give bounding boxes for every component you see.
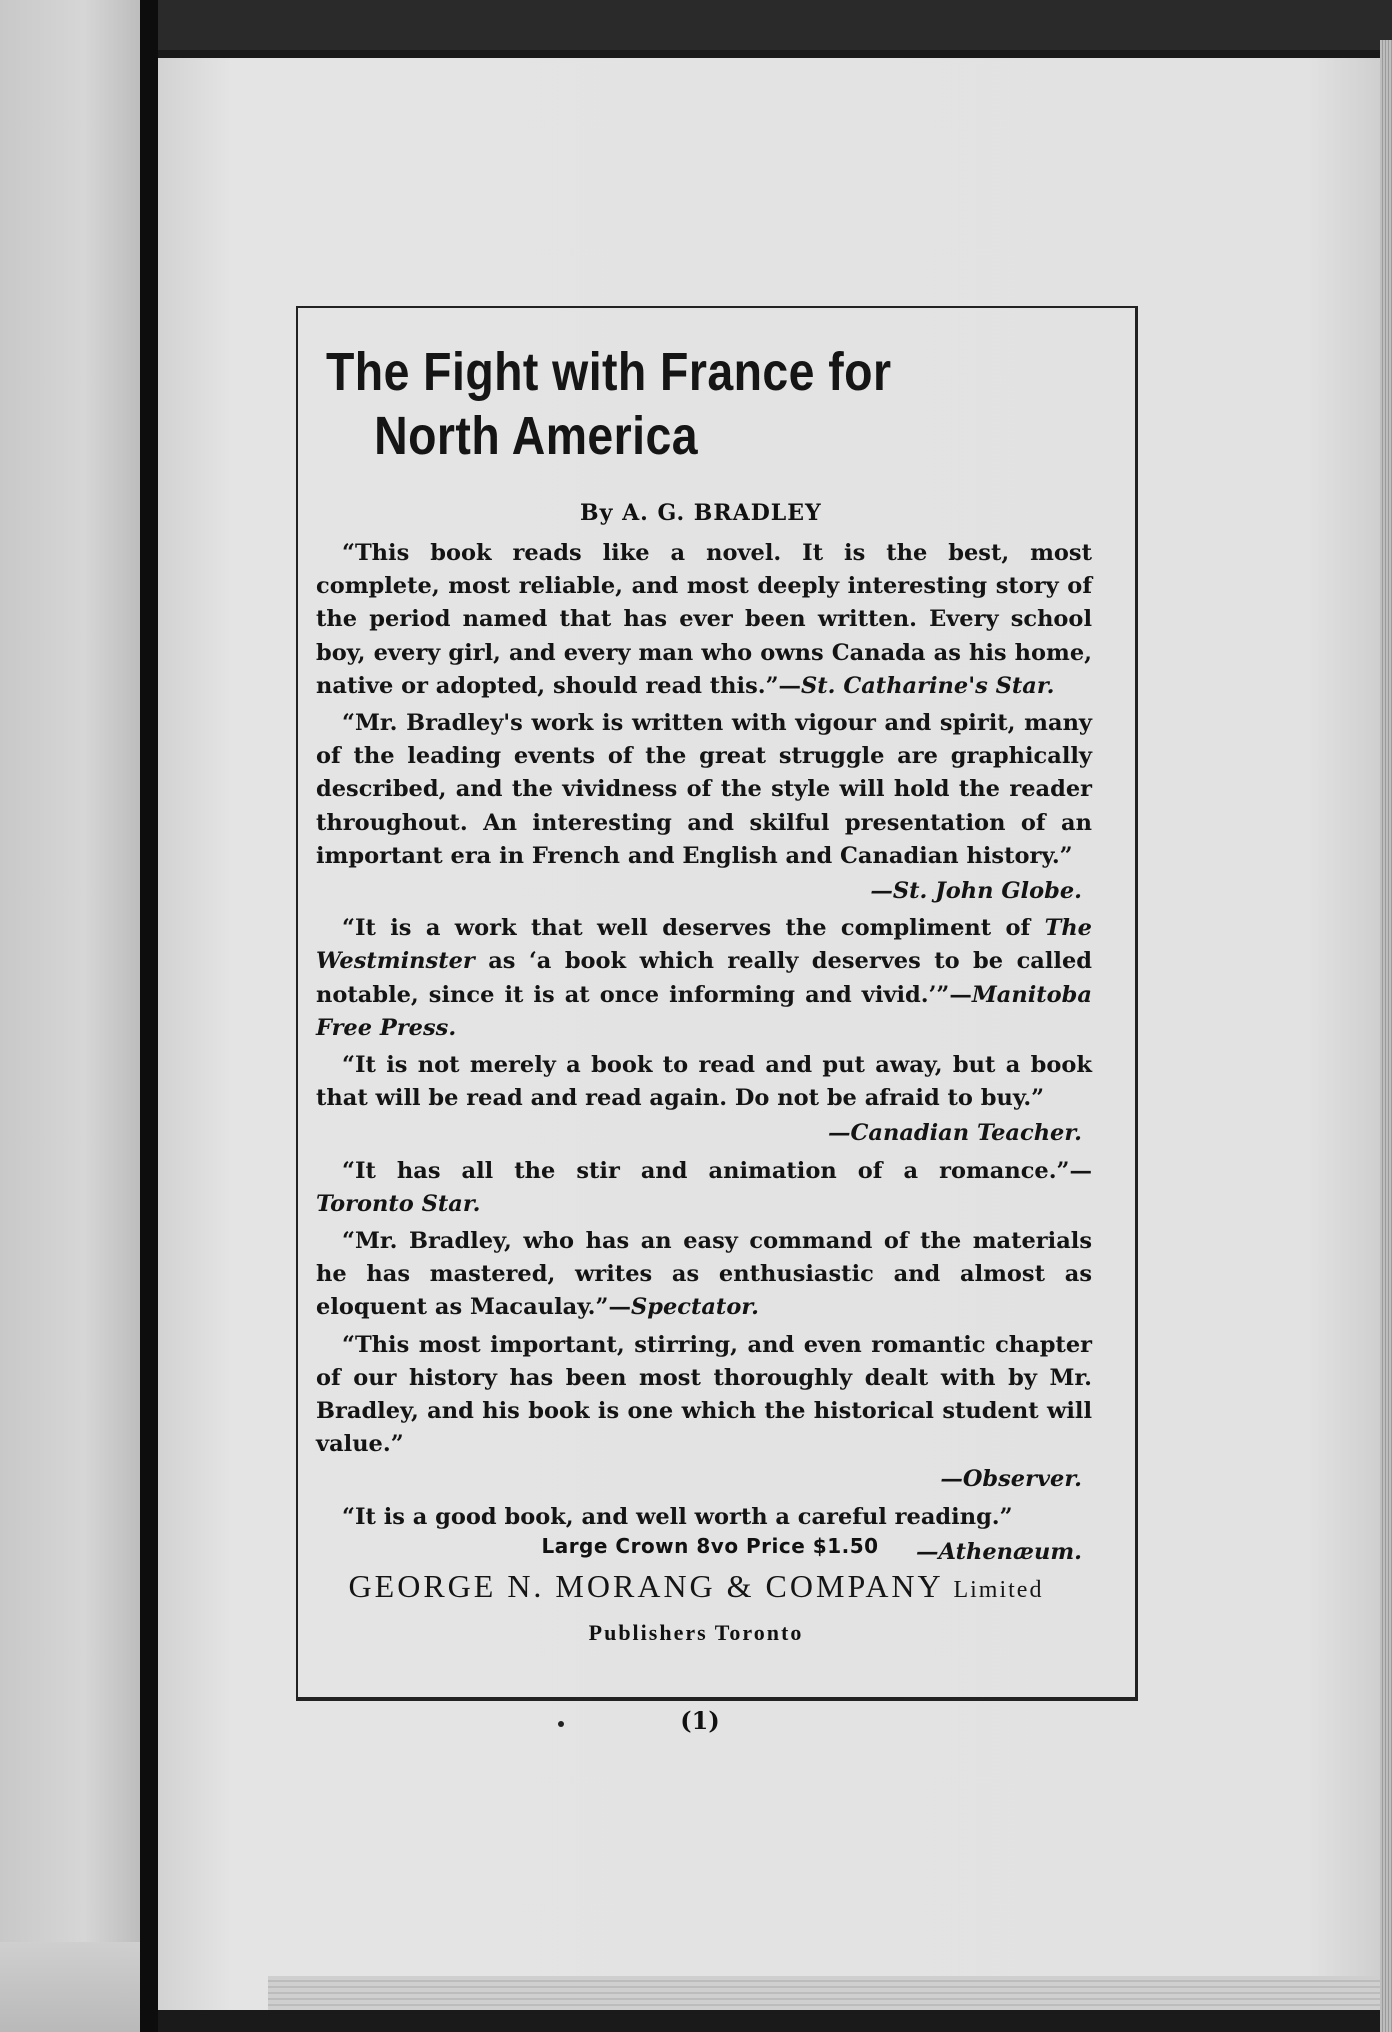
- book-title: [326, 340, 980, 468]
- review-quote: [316, 1049, 1092, 1115]
- review-source: Spectator.: [630, 1294, 759, 1321]
- review-text: “It is a work that well deserves the compliment of: [342, 915, 1045, 942]
- review-source: —Canadian Teacher.: [827, 1120, 1082, 1147]
- review-source: —Observer.: [940, 1466, 1082, 1493]
- review-text: “Mr. Bradley, who has an easy command of the materials he has mastered, writes as enthusiastic and almost as eloquent as Macaulay.”—: [316, 1228, 1092, 1321]
- review-text: “This most important, stirring, and even romantic chapter of our history has been most thoroughly dealt with by Mr. Bradley, and his book is one which the historical student will value.”: [316, 1331, 1092, 1458]
- review-quote: [316, 1225, 1092, 1325]
- review-quote: [316, 707, 1092, 873]
- review-quote: [316, 1155, 1092, 1221]
- facing-page-edge: [0, 0, 140, 2032]
- page-stack-right: [1380, 40, 1392, 2032]
- publisher-location: Publishers Toronto: [588, 1620, 804, 1645]
- review-quotes: [316, 537, 1092, 1573]
- review-source: —Athenæum.: [916, 1538, 1082, 1565]
- review-source: St. Catharine's Star.: [801, 672, 1055, 699]
- review-source: Toronto Star.: [316, 1190, 481, 1217]
- review-text: “It has all the stir and animation of a romance.”—: [342, 1157, 1092, 1184]
- review-text: as ‘a book which really deserves to be called notable, since it is at once informing and vivid.’”—: [316, 948, 1092, 1008]
- author-name: A. G. BRADLEY: [622, 500, 822, 526]
- byline-prefix: By: [580, 500, 614, 526]
- scan-background: [0, 0, 1392, 50]
- publisher-name-text: GEORGE N. MORANG & COMPANY: [348, 1568, 943, 1604]
- review-text-italic: The Westminster: [316, 915, 1092, 975]
- review-source: Manitoba Free Press.: [316, 981, 1092, 1041]
- review-source: —St. John Globe.: [870, 878, 1082, 905]
- book-gutter: [140, 0, 158, 2032]
- page-number: (1): [680, 1706, 720, 1735]
- book-title-line-1: The Fight with France for: [326, 342, 892, 402]
- review-quote: [316, 912, 1092, 1045]
- ink-dot: [558, 1721, 564, 1727]
- page-stack-bottom: [268, 1976, 1392, 2010]
- book-title-line-2: North America: [374, 406, 699, 466]
- price-line: Large Crown 8vo Price $1.50: [541, 1534, 879, 1558]
- publisher-suffix: Limited: [953, 1577, 1044, 1603]
- review-quote: [316, 1501, 1092, 1534]
- review-quote: [316, 537, 1092, 703]
- review-quote: [316, 1329, 1092, 1462]
- review-text: “It is not merely a book to read and put away, but a book that will be read and read again. Do not be afraid to buy.”: [316, 1052, 1092, 1112]
- byline: [580, 500, 980, 526]
- review-text: “This book reads like a novel. It is the best, most complete, most reliable, and most deeply interesting story of the period named that has ever been written. Every school boy, every girl, and every man who owns Canada as his home, native or adopted, should read this.”—: [316, 540, 1092, 699]
- review-text: “Mr. Bradley's work is written with vigour and spirit, many of the leading events of the great struggle are graphically described, and the vividness of the style will hold the reader throughout. An interesting and skilful presentation of an important era in French and English and Canadian history.”: [316, 710, 1092, 869]
- review-text: “It is a good book, and well worth a careful reading.”: [342, 1503, 1013, 1530]
- publisher-name: [296, 1568, 1096, 1605]
